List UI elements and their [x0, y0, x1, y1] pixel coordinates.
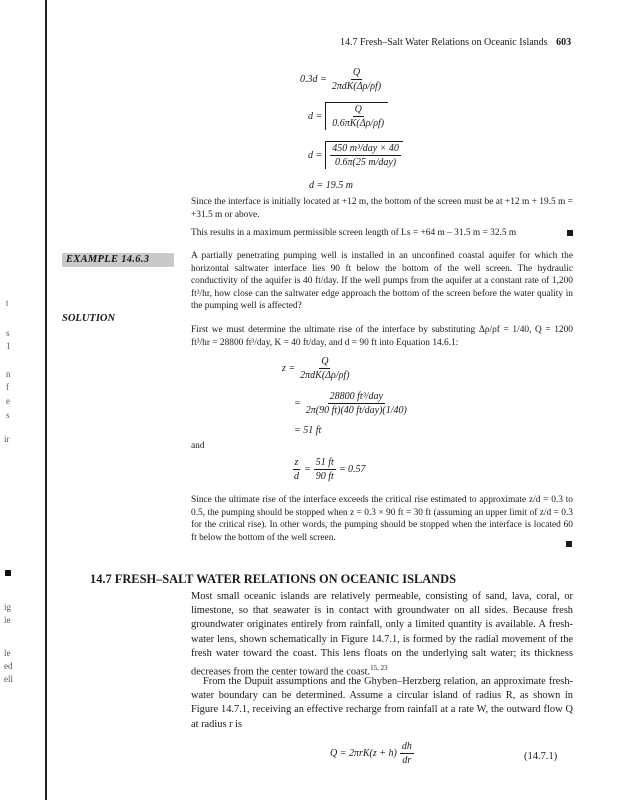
eq3-fraction	[330, 142, 401, 169]
equation-4: d = 19.5 m	[309, 180, 353, 191]
eq2-denominator: 0.6πK(Δρ/ρf)	[332, 118, 385, 129]
margin-fragment: n	[6, 369, 11, 379]
ratio-right-numerator: 51 ft	[315, 457, 334, 468]
equation-3	[308, 141, 403, 169]
eq1-denominator: 2πdK(Δρ/ρf)	[331, 81, 382, 92]
eq3-sqrt	[325, 141, 403, 169]
result-text: This results in a maximum permissible screen length of Ls = +64 m – 31.5 m = 32.5 m	[191, 228, 517, 238]
eq3-lhs: d =	[308, 149, 323, 161]
equation-14-7-1	[330, 740, 414, 767]
margin-fragment: t	[6, 298, 9, 308]
eqz-fraction	[298, 355, 351, 382]
eqz2-fraction	[304, 390, 409, 417]
eq1-lhs: 0.3d =	[300, 74, 327, 85]
eq1471-lhs: Q = 2πrK(z + h)	[330, 748, 397, 759]
example-label: EXAMPLE 14.6.3	[62, 253, 174, 267]
margin-fragment: ie	[4, 615, 11, 625]
running-header	[340, 37, 571, 48]
eq1471-numerator: dh	[401, 741, 412, 752]
equation-ratio	[292, 456, 366, 483]
eq2-fraction	[330, 103, 386, 130]
margin-fragment: ir	[4, 434, 10, 444]
eq2-lhs: d =	[308, 110, 323, 122]
section-heading: 14.7 FRESH–SALT WATER RELATIONS ON OCEANIC ISLANDS	[90, 572, 456, 586]
eqz2-denominator: 2π(90 ft)(40 ft/day)(1/40)	[305, 405, 407, 416]
ratio-left-denominator: d	[294, 471, 299, 482]
margin-fragment: s	[6, 328, 10, 338]
eq3-numerator: 450 m³/day × 40	[332, 143, 399, 154]
eq1471-denominator: dr	[402, 755, 412, 766]
margin-fragment: e	[6, 396, 10, 406]
equation-z3: = 51 ft	[294, 425, 322, 436]
equation-z2	[294, 390, 409, 417]
example-text: A partially penetrating pumping well is installed in an unconfined coastal aquifer for which the horizontal saltwater interface lies 90 ft below the bottom of the well screen. The hydraulic conductivity of the aquifer is 40 ft/day. If the well pumps from the aquifer at a constant rate of 1,200 ft³/hr, how close can the saltwater edge approach the bottom of the screen before the water quality in the pumping well is affected?	[191, 251, 573, 312]
margin-fragment: f	[6, 382, 9, 392]
section-paragraph-1	[191, 590, 573, 680]
eq3-denominator: 0.6π(25 m/day)	[335, 157, 397, 168]
citation-superscript: 15, 23	[370, 664, 388, 673]
eq1-numerator: Q	[352, 67, 361, 78]
ratio-left-numerator: z	[294, 457, 299, 468]
margin-fragment: ell	[4, 674, 13, 684]
solution-label: SOLUTION	[62, 313, 116, 324]
page-number: 603	[556, 37, 572, 48]
margin-fragment: le	[4, 648, 11, 658]
margin-fragment: ed	[4, 661, 13, 671]
ratio-right-denominator: 90 ft	[315, 471, 334, 482]
eqz-denominator: 2πdK(Δρ/ρf)	[300, 370, 350, 381]
interface-paragraph: Since the interface is initially located at +12 m, the bottom of the screen must be at +12 m + 19.5 m = +31.5 m or above.	[191, 197, 573, 220]
end-of-example-marker	[567, 230, 573, 236]
eq2-numerator: Q	[354, 104, 362, 115]
margin-fragment: s	[6, 410, 10, 420]
eqz2-equals: =	[294, 398, 301, 409]
solution-text: First we must determine the ultimate rise of the interface by substituting Δρ/ρf = 1/40, Q = 1200 ft³/hr = 28800 ft³/day, K = 40 ft/day, and d = 90 ft into Equation 14.6.1:	[191, 325, 573, 348]
equation-number: (14.7.1)	[524, 751, 558, 762]
section-p1-text: Most small oceanic islands are relatively permeable, consisting of sand, lava, coral, or limestone, so that seawater is in contact with groundwater on all sides. Because fresh groundwater originates entirely from rainfall, only a limited quantity is available. A fresh-water lens, shown schematically in Figure 14.7.1, is formed by the radial movement of the fresh water toward the coast. This lens floats on the underlying salt water; its thickness decreases from the center toward the coast.	[191, 591, 573, 678]
equation-z	[282, 355, 352, 382]
equation-1	[300, 66, 383, 93]
margin-fragment: 1	[6, 341, 11, 351]
ratio-right-fraction	[314, 456, 336, 483]
margin-fragment: ig	[4, 602, 12, 612]
ratio-equals: =	[304, 464, 311, 475]
eqz-lhs: z =	[282, 363, 296, 374]
eqz2-numerator: 28800 ft³/day	[329, 391, 383, 402]
eq2-sqrt	[325, 102, 388, 130]
result-paragraph	[191, 227, 573, 240]
section-paragraph-2: From the Dupuit assumptions and the Ghyben–Herzberg relation, an approximate fresh-water boundary can be determined. Assume a circular island of radius R, as shown in Figure 14.7.1, receiving an effective recharge from rainfall at a rate W, the outward flow Q at radius r is	[191, 676, 573, 730]
running-title: 14.7 Fresh–Salt Water Relations on Oceanic Islands	[340, 37, 548, 48]
and-connector: and	[191, 441, 205, 451]
eqz-numerator: Q	[321, 356, 329, 367]
solution-conclusion: Since the ultimate rise of the interface exceeds the critical rise estimated to approximate z/d = 0.3 to 0.5, the pumping should be stopped when z = 0.3 × 90 ft = 30 ft (assuming an upper limit of z/d = 0.3 for the critical rise). In other words, the pumping should be stopped when the interface is located 60 ft below the bottom of the well screen.	[191, 495, 573, 543]
ratio-result: = 0.57	[338, 464, 366, 475]
end-of-solution-marker	[566, 541, 572, 547]
eq1471-fraction	[400, 740, 414, 767]
ratio-left-fraction	[292, 456, 301, 483]
equation-2	[308, 102, 388, 130]
binding-edge-line	[45, 0, 47, 800]
eq1-fraction	[330, 66, 383, 93]
margin-square-marker	[5, 570, 11, 576]
